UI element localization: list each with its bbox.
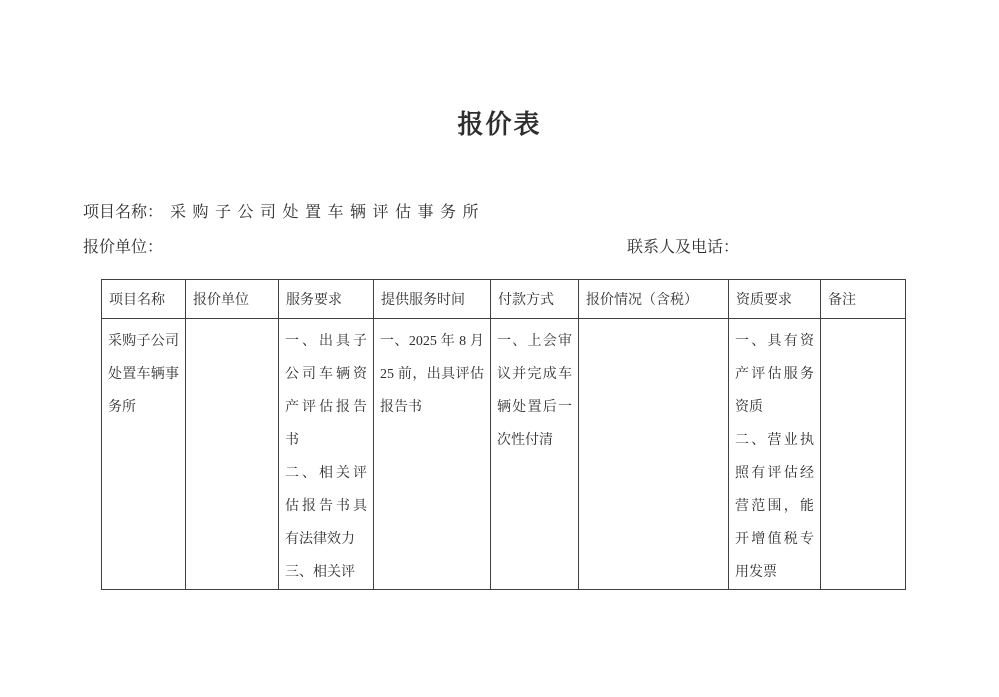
contact-label: 联系人及电话： xyxy=(627,239,740,256)
col-header-service-requirements: 服务要求 xyxy=(279,280,374,319)
cell-project-name xyxy=(102,319,186,590)
cell-paragraph: 二、相关评估报告书具有法律效力 xyxy=(285,466,367,547)
col-header-project-name: 项目名称 xyxy=(102,280,186,319)
col-header-quote-unit: 报价单位 xyxy=(186,280,279,319)
cell-paragraph: 三、相关评 xyxy=(285,565,355,580)
col-header-quotation-incl-tax: 报价情况（含税） xyxy=(579,280,729,319)
project-name-line xyxy=(83,199,485,222)
quote-unit-label: 报价单位： xyxy=(83,239,164,256)
project-name-value: 采购子公司处置车辆评估事务所 xyxy=(170,204,486,221)
cell-paragraph: 一、出具子公司车辆资产评估报告书 xyxy=(285,334,367,448)
col-header-qualification: 资质要求 xyxy=(729,280,821,319)
cell-quotation-incl-tax xyxy=(579,319,729,590)
cell-payment-method xyxy=(491,319,579,590)
cell-service-time xyxy=(374,319,491,590)
cell-paragraph: 一、上会审议并完成车辆处置后一次性付清 xyxy=(497,334,572,448)
col-header-payment-method: 付款方式 xyxy=(491,280,579,319)
cell-paragraph: 一、具有资产评估服务资质 xyxy=(735,334,814,415)
cell-quote-unit xyxy=(186,319,279,590)
cell-paragraph: 一、2025 年 8 月 25 前，出具评估报告书 xyxy=(380,334,484,415)
quotation-table xyxy=(101,279,906,590)
table-row xyxy=(102,319,906,590)
page-title: 报价表 xyxy=(457,110,542,139)
cell-qualification xyxy=(729,319,821,590)
col-header-remarks: 备注 xyxy=(821,280,906,319)
table-header-row xyxy=(102,280,906,319)
cell-paragraph: 采购子公司处置车辆事务所 xyxy=(108,334,179,415)
cell-service-requirements xyxy=(279,319,374,590)
cell-paragraph: 二、营业执照有评估经营范围，能开增值税专用发票 xyxy=(735,433,814,580)
col-header-service-time: 提供服务时间 xyxy=(374,280,491,319)
project-name-label: 项目名称： xyxy=(83,204,164,221)
cell-remarks xyxy=(821,319,906,590)
